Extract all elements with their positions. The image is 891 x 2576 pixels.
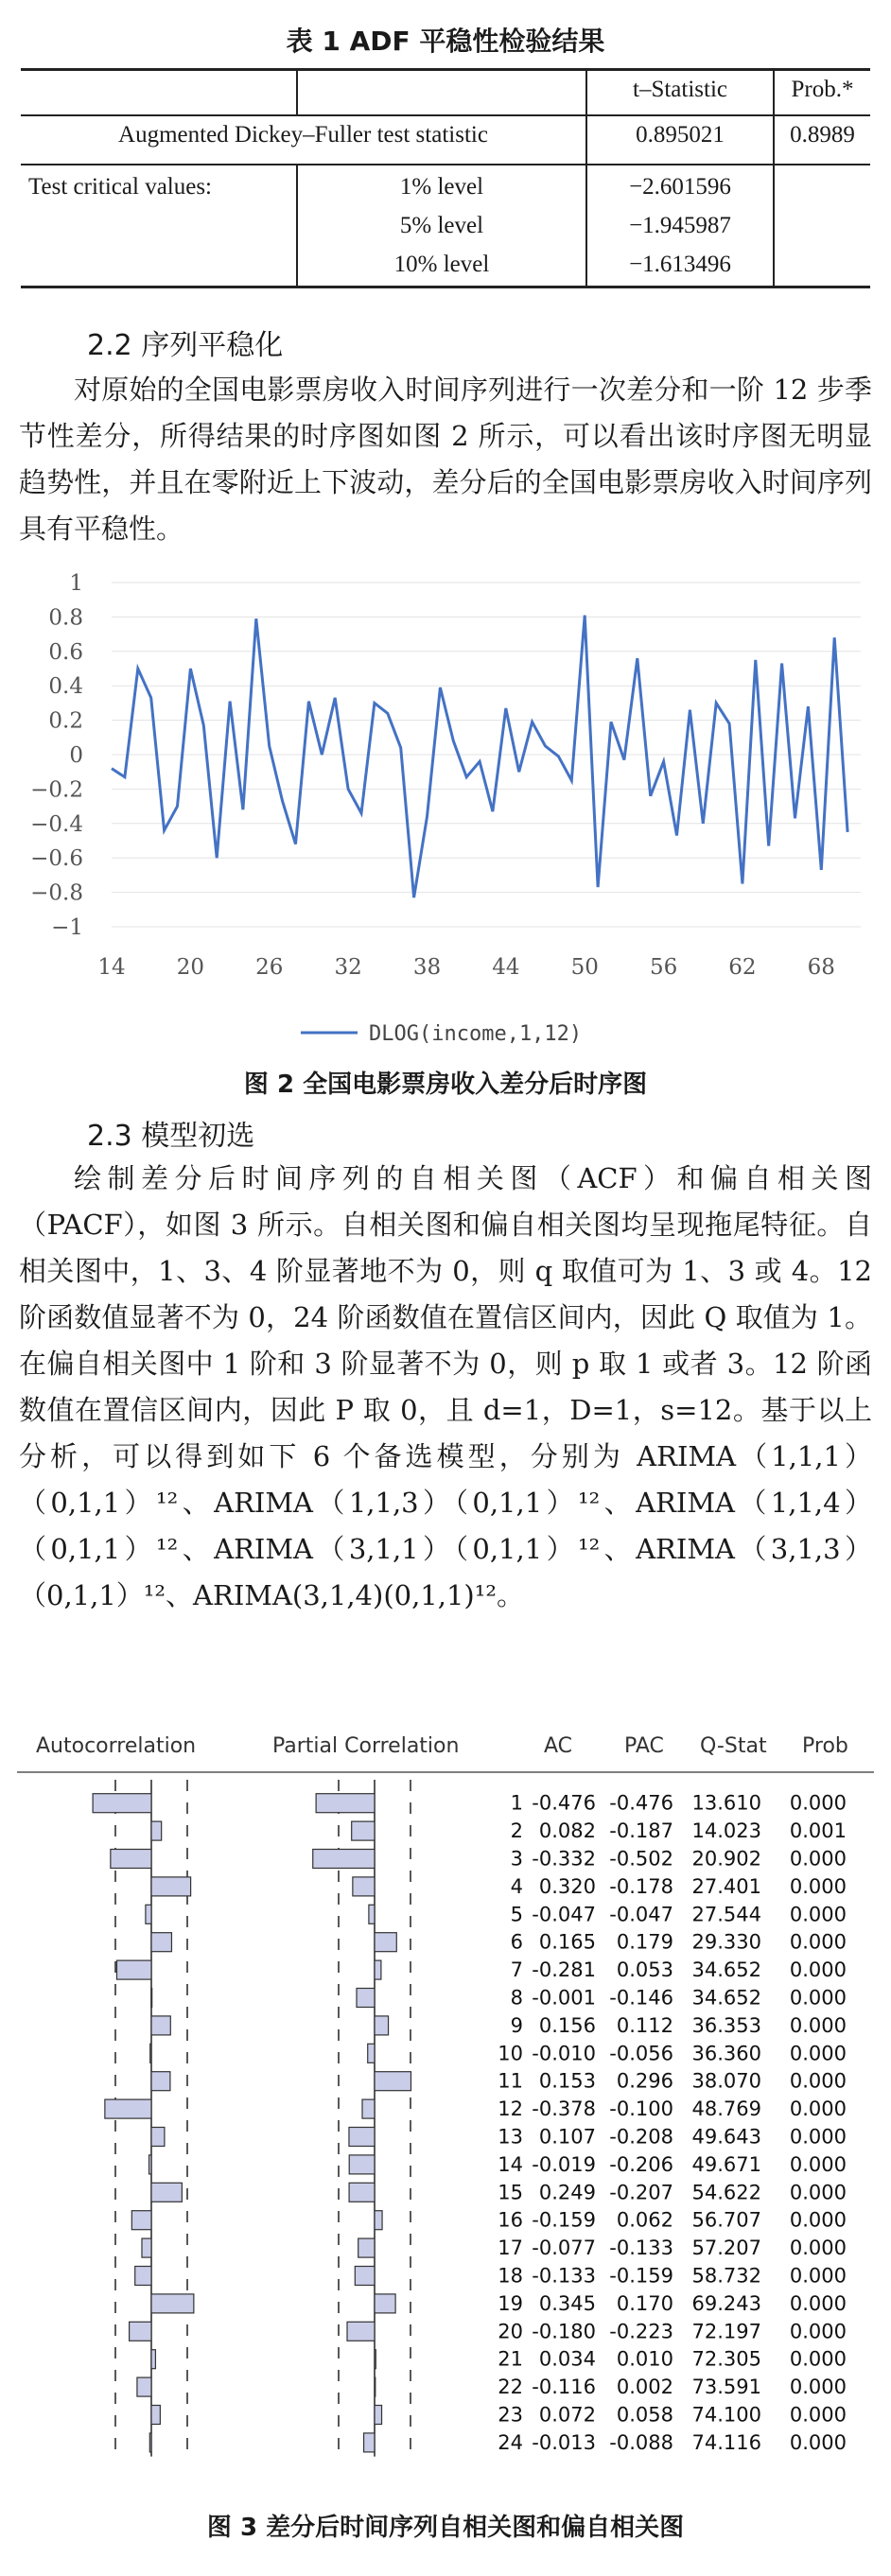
pac-value: -0.207 xyxy=(609,2181,673,2204)
y-tick-label: −0.2 xyxy=(30,777,83,803)
acf-bar xyxy=(151,1989,152,2008)
y-tick-label: 0.8 xyxy=(48,605,83,631)
time-series-chart xyxy=(0,564,891,1093)
acf-bar xyxy=(151,1877,191,1896)
q-stat-value: 72.197 xyxy=(691,2320,761,2343)
critical-10: −1.613496 xyxy=(629,252,731,277)
ac-value: -0.013 xyxy=(532,2430,596,2454)
pacf-bar xyxy=(375,2350,376,2369)
col-header-t-statistic: t–Statistic xyxy=(586,70,774,116)
table-header-row xyxy=(21,70,870,116)
q-stat-value: 38.070 xyxy=(691,2069,761,2093)
ac-value: 0.320 xyxy=(538,1874,596,1898)
q-stat-value: 73.591 xyxy=(691,2376,761,2399)
y-tick-label: −0.6 xyxy=(30,846,83,872)
prob-value: 0.000 xyxy=(789,1958,847,1982)
lag: 4 xyxy=(510,1874,523,1898)
lag: 12 xyxy=(498,2097,523,2121)
ac-value: -0.047 xyxy=(532,1903,596,1926)
pac-value: 0.010 xyxy=(616,2347,673,2371)
y-tick-label: 0.6 xyxy=(48,639,83,665)
pacf-bar xyxy=(364,2433,375,2452)
prob-value: 0.000 xyxy=(789,2069,847,2093)
critical-5: −1.945987 xyxy=(629,213,731,238)
q-stat-value: 14.023 xyxy=(691,1819,761,1843)
x-tick-label: 50 xyxy=(570,955,599,980)
pacf-bar xyxy=(352,1821,375,1840)
prob-value: 0.000 xyxy=(789,1930,847,1954)
acf-bar xyxy=(137,2377,151,2396)
ac-value: -0.159 xyxy=(532,2208,596,2232)
x-tick-label: 68 xyxy=(807,955,835,980)
ac-value: 0.249 xyxy=(538,2181,596,2204)
prob-value: 0.000 xyxy=(789,1874,847,1898)
x-tick-label: 56 xyxy=(649,955,678,980)
lag: 21 xyxy=(498,2347,523,2371)
figure-2-caption: 图 2 全国电影票房收入差分后时序图 xyxy=(243,1070,648,1099)
ac-value: -0.332 xyxy=(532,1847,596,1871)
prob-value: 0.000 xyxy=(789,2152,847,2176)
ac-value: -0.133 xyxy=(532,2264,596,2288)
pac-value: -0.476 xyxy=(609,1791,673,1815)
legend-label: DLOG(income,1,12) xyxy=(369,1022,583,1046)
q-stat-value: 13.610 xyxy=(691,1791,761,1815)
pac-value: -0.159 xyxy=(609,2264,673,2288)
acf-bar xyxy=(93,1794,151,1813)
prob-value: 0.000 xyxy=(789,1791,847,1815)
lag: 18 xyxy=(498,2264,523,2288)
adf-stat-label: Augmented Dickey–Fuller test statistic xyxy=(21,115,586,165)
q-stat-value: 49.671 xyxy=(691,2152,761,2176)
critical-values-label: Test critical values: xyxy=(21,165,297,287)
pac-value: 0.170 xyxy=(616,2291,673,2315)
adf-stat-prob: 0.8989 xyxy=(774,115,870,165)
x-tick-label: 26 xyxy=(255,955,284,980)
pacf-bar xyxy=(355,2267,375,2286)
pacf-bar xyxy=(375,2211,382,2230)
acf-bar xyxy=(130,2322,151,2341)
pac-value: -0.100 xyxy=(609,2097,673,2121)
prob-value: 0.000 xyxy=(789,1986,847,2010)
prob-value: 0.000 xyxy=(789,2097,847,2121)
acf-bar xyxy=(146,1905,151,1923)
acf-bar xyxy=(149,2433,151,2452)
q-stat-value: 34.652 xyxy=(691,1958,761,1982)
prob-value: 0.000 xyxy=(789,2320,847,2343)
pac-value: 0.002 xyxy=(616,2376,673,2399)
ac-value: -0.077 xyxy=(532,2237,596,2260)
lag: 1 xyxy=(510,1791,523,1815)
acf-bar xyxy=(111,1850,151,1869)
pac-value: 0.179 xyxy=(616,1930,673,1954)
lag: 11 xyxy=(498,2069,523,2093)
level-10: 10% level xyxy=(393,252,490,277)
q-stat-value: 74.116 xyxy=(691,2430,761,2454)
figure-3-caption: 图 3 差分后时间序列自相关图和偏自相关图 xyxy=(206,2514,685,2542)
q-stat-value: 58.732 xyxy=(691,2264,761,2288)
acf-bar xyxy=(151,1821,162,1840)
acf-bar xyxy=(135,2267,151,2286)
acf-bar xyxy=(116,1960,151,1979)
acf-bar xyxy=(150,2044,151,2063)
pacf-bar xyxy=(349,2155,375,2174)
lag: 19 xyxy=(498,2291,523,2315)
pac-value: 0.053 xyxy=(616,1958,673,1982)
lag: 2 xyxy=(510,1819,523,1843)
pacf-bar xyxy=(375,2294,395,2313)
pacf-bar xyxy=(375,1933,396,1952)
header-prob: Prob xyxy=(802,1734,848,1758)
prob-value: 0.000 xyxy=(789,2347,847,2371)
lag: 24 xyxy=(498,2430,523,2454)
lag: 15 xyxy=(498,2181,523,2204)
lag: 6 xyxy=(510,1930,523,1954)
acf-bar xyxy=(151,2016,170,2035)
acf-bar xyxy=(105,2099,151,2118)
section-heading-2-2: 2.2 序列平稳化 xyxy=(87,329,284,362)
pacf-bar xyxy=(375,2072,411,2091)
q-stat-value: 56.707 xyxy=(691,2208,761,2232)
ac-value: 0.153 xyxy=(538,2069,596,2093)
pacf-bar xyxy=(357,1989,375,2008)
lag: 16 xyxy=(498,2208,523,2232)
pacf-bar xyxy=(375,1960,381,1979)
critical-1: −2.601596 xyxy=(629,174,731,200)
header-q-stat: Q-Stat xyxy=(700,1734,767,1758)
lag: 17 xyxy=(498,2237,523,2260)
header-pac: PAC xyxy=(624,1734,664,1758)
q-stat-value: 34.652 xyxy=(691,1986,761,2010)
x-tick-label: 38 xyxy=(412,955,442,980)
prob-value: 0.001 xyxy=(789,1819,847,1843)
acf-bar xyxy=(151,2294,194,2313)
prob-value: 0.000 xyxy=(789,2430,847,2454)
x-tick-label: 32 xyxy=(334,955,362,980)
lag: 22 xyxy=(498,2376,523,2399)
lag: 23 xyxy=(498,2403,523,2427)
section-2-2-paragraph: 对原始的全国电影票房收入时间序列进行一次差分和一阶 12 步季节性差分，所得结果的时序图如图 2 所示，可以看出该时序图无明显趋势性，并且在零附近上下波动，差分后的全国电影票房收入时间序列具有平稳性。 xyxy=(19,374,872,545)
section-heading-2-3: 2.3 模型初选 xyxy=(87,1120,255,1153)
x-tick-label: 44 xyxy=(492,955,520,980)
table-caption: 表 1 ADF 平稳性检验结果 xyxy=(286,26,605,57)
ac-value: 0.345 xyxy=(538,2291,596,2315)
pac-value: -0.056 xyxy=(609,2042,673,2065)
y-tick-label: 1 xyxy=(69,571,83,596)
pacf-bar xyxy=(375,2016,389,2035)
prob-value: 0.000 xyxy=(789,2264,847,2288)
prob-value: 0.000 xyxy=(789,2291,847,2315)
y-tick-label: 0.4 xyxy=(48,674,83,700)
acf-bar xyxy=(149,2155,151,2174)
q-stat-value: 29.330 xyxy=(691,1930,761,1954)
pacf-bar xyxy=(369,1905,375,1923)
prob-value: 0.000 xyxy=(789,1847,847,1871)
ac-value: 0.072 xyxy=(538,2403,596,2427)
pacf-bar xyxy=(313,1850,375,1869)
lag: 9 xyxy=(510,2013,523,2037)
q-stat-value: 72.305 xyxy=(691,2347,761,2371)
x-tick-label: 20 xyxy=(176,955,205,980)
pac-value: 0.296 xyxy=(616,2069,673,2093)
pac-value: -0.133 xyxy=(609,2237,673,2260)
acf-bar xyxy=(131,2211,151,2230)
section-2-3-paragraph: 绘制差分后时间序列的自相关图（ACF）和偏自相关图（PACF），如图 3 所示。自相关图和偏自相关图均呈现拖尾特征。自相关图中，1、3、4 阶显著地不为 0，则 q 取值可为 1、3 或 4。12 阶函数值显著不为 0，24 阶函数值在置信区间内，因此 Q 取值为 1。在偏自相关图中 1 阶和 3 阶显著不为 0，则 p 取 1 或者 3。12 阶函数值在置信区间内，因此 P 取 0，且 d=1，D=1，s=12。基于以上分析，可以得到如下 6 个备选模型，分别为 ARIMA（1,1,1）（0,1,1）¹²、ARIMA（1,1,3）（0,1,1）¹²、ARIMA（1,1,4）（0,1,1）¹²、ARIMA（3,1,1）（0,1,1）¹²、ARIMA（3,1,3）（0,1,1）¹²、ARIMA(3,1,4)(0,1,1)¹²。 xyxy=(19,1162,872,1611)
y-tick-label: −0.4 xyxy=(30,811,83,837)
pacf-bar xyxy=(368,2044,375,2063)
y-tick-label: 0.2 xyxy=(48,708,83,734)
ac-value: -0.019 xyxy=(532,2152,596,2176)
prob-value: 0.000 xyxy=(789,2403,847,2427)
x-tick-label: 62 xyxy=(728,955,757,980)
prob-value: 0.000 xyxy=(789,2376,847,2399)
pac-value: -0.178 xyxy=(609,1874,673,1898)
y-tick-label: −0.8 xyxy=(30,880,83,906)
q-stat-value: 69.243 xyxy=(691,2291,761,2315)
ac-value: -0.281 xyxy=(532,1958,596,1982)
q-stat-value: 49.643 xyxy=(691,2125,761,2149)
pac-value: -0.502 xyxy=(609,1847,673,1871)
q-stat-value: 36.360 xyxy=(691,2042,761,2065)
adf-table xyxy=(21,68,870,288)
pac-value: -0.187 xyxy=(609,1819,673,1843)
q-stat-value: 36.353 xyxy=(691,2013,761,2037)
lag: 7 xyxy=(510,1958,523,1982)
lag: 20 xyxy=(498,2320,523,2343)
prob-value: 0.000 xyxy=(789,2125,847,2149)
acf-bar xyxy=(151,2350,155,2369)
correlogram xyxy=(0,1717,891,2493)
acf-bar xyxy=(151,1933,171,1952)
table-row xyxy=(21,115,870,165)
table-row xyxy=(21,165,870,287)
ac-value: -0.378 xyxy=(532,2097,596,2121)
q-stat-value: 27.544 xyxy=(691,1903,761,1926)
prob-value: 0.000 xyxy=(789,2013,847,2037)
y-tick-label: 0 xyxy=(69,743,83,768)
pac-value: 0.062 xyxy=(616,2208,673,2232)
prob-value: 0.000 xyxy=(789,2042,847,2065)
pacf-bar xyxy=(347,2322,375,2341)
pac-value: -0.047 xyxy=(609,1903,673,1926)
pacf-bar xyxy=(358,2238,375,2257)
q-stat-value: 48.769 xyxy=(691,2097,761,2121)
prob-value: 0.000 xyxy=(789,2237,847,2260)
ac-value: -0.116 xyxy=(532,2376,596,2399)
pac-value: 0.112 xyxy=(616,2013,673,2037)
prob-value: 0.000 xyxy=(789,1903,847,1926)
pac-value: -0.206 xyxy=(609,2152,673,2176)
ac-value: -0.010 xyxy=(532,2042,596,2065)
ac-value: -0.476 xyxy=(532,1791,596,1815)
pac-value: -0.223 xyxy=(609,2320,673,2343)
x-tick-label: 14 xyxy=(97,955,126,980)
lag: 5 xyxy=(510,1903,523,1926)
level-5: 5% level xyxy=(399,213,484,238)
prob-value: 0.000 xyxy=(789,2181,847,2204)
q-stat-value: 27.401 xyxy=(691,1874,761,1898)
q-stat-value: 74.100 xyxy=(691,2403,761,2427)
ac-value: 0.034 xyxy=(538,2347,596,2371)
col-header-prob: Prob.* xyxy=(774,70,870,116)
series-line xyxy=(112,616,847,898)
q-stat-value: 57.207 xyxy=(691,2237,761,2260)
ac-value: 0.082 xyxy=(538,1819,596,1843)
acf-bar xyxy=(142,2238,151,2257)
lag: 10 xyxy=(498,2042,523,2065)
adf-stat-t: 0.895021 xyxy=(586,115,774,165)
header-autocorrelation: Autocorrelation xyxy=(36,1734,197,1758)
lag: 8 xyxy=(510,1986,523,2010)
acf-bar xyxy=(151,2406,160,2425)
ac-value: 0.165 xyxy=(538,1930,596,1954)
acf-bar xyxy=(151,2183,182,2202)
pacf-bar xyxy=(375,2406,382,2425)
acf-bar xyxy=(151,2128,165,2147)
pac-value: -0.208 xyxy=(609,2125,673,2149)
pacf-bar xyxy=(349,2183,375,2202)
prob-value: 0.000 xyxy=(789,2208,847,2232)
ac-value: -0.180 xyxy=(532,2320,596,2343)
pacf-bar xyxy=(349,2128,375,2147)
q-stat-value: 20.902 xyxy=(691,1847,761,1871)
header-ac: AC xyxy=(544,1734,573,1758)
pacf-bar xyxy=(316,1794,375,1813)
pac-value: -0.146 xyxy=(609,1986,673,2010)
pacf-bar xyxy=(353,1877,375,1896)
critical-values xyxy=(586,165,774,287)
pacf-bar xyxy=(362,2099,375,2118)
lag: 14 xyxy=(498,2152,523,2176)
header-partial-correlation: Partial Correlation xyxy=(272,1734,460,1758)
lag: 13 xyxy=(498,2125,523,2149)
ac-value: -0.001 xyxy=(532,1986,596,2010)
ac-value: 0.156 xyxy=(538,2013,596,2037)
y-tick-label: −1 xyxy=(51,915,83,940)
pacf-bar xyxy=(375,2377,376,2396)
q-stat-value: 54.622 xyxy=(691,2181,761,2204)
pac-value: 0.058 xyxy=(616,2403,673,2427)
acf-bar xyxy=(151,2072,170,2091)
critical-levels xyxy=(297,165,586,287)
ac-value: 0.107 xyxy=(538,2125,596,2149)
lag: 3 xyxy=(510,1847,523,1871)
pac-value: -0.088 xyxy=(609,2430,673,2454)
level-1: 1% level xyxy=(399,174,484,200)
